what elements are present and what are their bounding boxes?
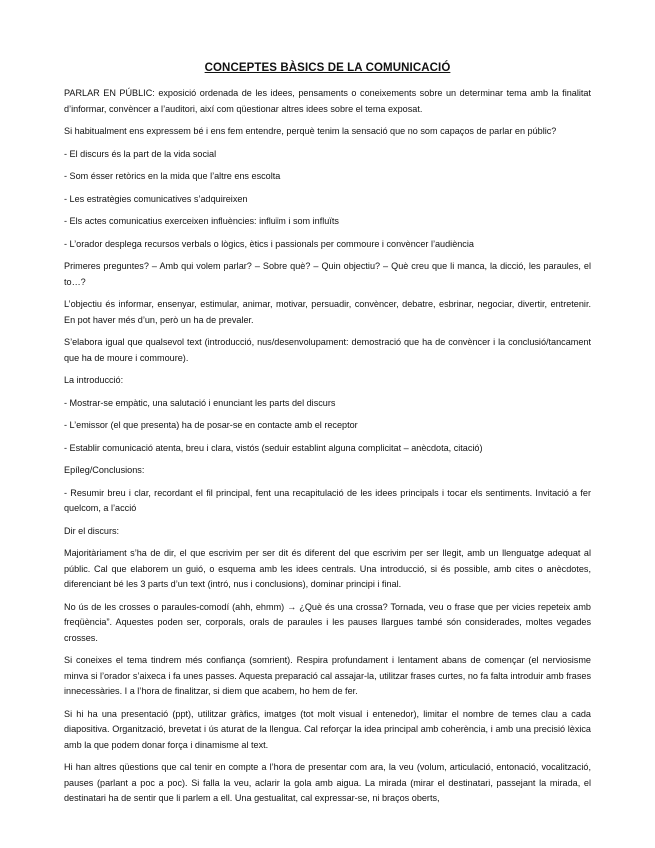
list-item: - L’orador desplega recursos verbals o lògics, ètics i passionals per commoure i convèncer l’audiència xyxy=(64,238,474,249)
list-item: - L’emissor (el que presenta) ha de posar-se en contacte amb el receptor xyxy=(64,420,358,430)
section-heading-delivery: Dir el discurs: xyxy=(64,525,120,536)
paragraph-crutches: No ús de les crosses o paraules-comodí (ahh, ehmm) → ¿Què és una crossa? Tornada, veu o frase que per vicies repeteix amb freqüència”. Aquestes poden ser, corporals, orals de paraules i les pauses llargues també són considerades, moltes vegades crosses. xyxy=(64,601,591,643)
paragraph-delivery: Majoritàriament s’ha de dir, el que escrivim per ser dit és diferent del que escrivim per ser llegit, amb un llenguatge adequat al públic. Cal que elaborem un guió, o esquema amb les idees centrals. Una introducció, si és possible, amb cites o anècdotes, diferenciant bé les 3 parts d’un text (intró, nus i conclusions), dominar principi i final. xyxy=(64,548,591,589)
paragraph-first-questions: Primeres preguntes? – Amb qui volem parlar? – Sobre què? – Quin objectiu? – Què creu que li manca, la dicció, les paraules, el to…? xyxy=(64,261,591,287)
paragraph-presentation: Si hi ha una presentació (ppt), utilitzar gràfics, imatges (tot molt visual i entenedor), limitar el nombre de temes clau a cada diapositiva. Organització, brevetat i ús aturat de la llengua. Cal reforçar la idea principal amb coherència, i amb una precisió lèxica amb la que podem donar força i dinamisme al text. xyxy=(64,708,591,750)
document-title: CONCEPTES BÀSICS DE LA COMUNICACIÓ xyxy=(204,62,451,74)
paragraph-confidence: Si coneixes el tema tindrem més confiança (somrient). Respira profundament i lentament abans de començar (el nerviosisme minva si l’orador s’aixeca i fa unes passes. Aquesta preparació cal assajar-la, utilitzar frases curtes, no fa falta introduir amb frases innecessàries. I a l’hora de finalitzar, si diem que acabem, ho hem de fer. xyxy=(64,655,591,696)
list-item: - Les estratègies comunicatives s’adquireixen xyxy=(64,193,248,204)
section-heading-epilogue: Epíleg/Conclusions: xyxy=(64,465,145,475)
list-item: - Els actes comunicatius exerceixen influències: influïm i som influïts xyxy=(64,216,339,226)
paragraph-objective: L’objectiu és informar, ensenyar, estimular, animar, motivar, persuadir, convèncer, debatre, esbrinar, negociar, divertir, entretenir. En pot haver més d’un, però un ha de prevaler. xyxy=(64,299,591,325)
paragraph-question: Si habitualment ens expressem bé i ens fem entendre, perquè tenim la sensació que no som capaços de parlar en públic? xyxy=(64,126,557,136)
paragraph-voice: Hi han altres qüestions que cal tenir en compte a l’hora de presentar com ara, la veu (volum, articulació, entonació, vocalització, pauses (parlant a poc a poc). Si falla la veu, aclarir la gola amb aigua. La mirada (mirar el destinatari, passejant la mirada, el destinatari ha de sentir que li parlem a ell. Una gestualitat, cal expressar-se, ni braços oberts, xyxy=(64,762,591,803)
section-heading-introduction: La introducció: xyxy=(64,375,124,385)
list-item: - Resumir breu i clar, recordant el fil principal, fent una recapitulació de les idees principals i tocar els sentiments. Invitació a fer quelcom, a l’acció xyxy=(64,487,591,513)
list-item: - Som ésser retòrics en la mida que l’altre ens escolta xyxy=(64,171,281,181)
list-item: - Mostrar-se empàtic, una salutació i enunciant les parts del discurs xyxy=(64,397,336,408)
paragraph-structure: S’elabora igual que qualsevol text (introducció, nus/desenvolupament: demostració que ha de convèncer i la conclusió/tancament que ha de moure i commoure). xyxy=(64,337,591,363)
list-item: - El discurs és la part de la vida social xyxy=(64,148,217,159)
paragraph-definition: PARLAR EN PÚBLIC: exposició ordenada de les idees, pensaments o coneixements sobre un determinar tema amb la finalitat d’informar, convèncer a l’auditori, així com qüestionar altres idees sobre el tema exposat. xyxy=(64,88,591,114)
list-item: - Establir comunicació atenta, breu i clara, vistós (seduir establint alguna complicitat – anècdota, citació) xyxy=(64,442,483,453)
